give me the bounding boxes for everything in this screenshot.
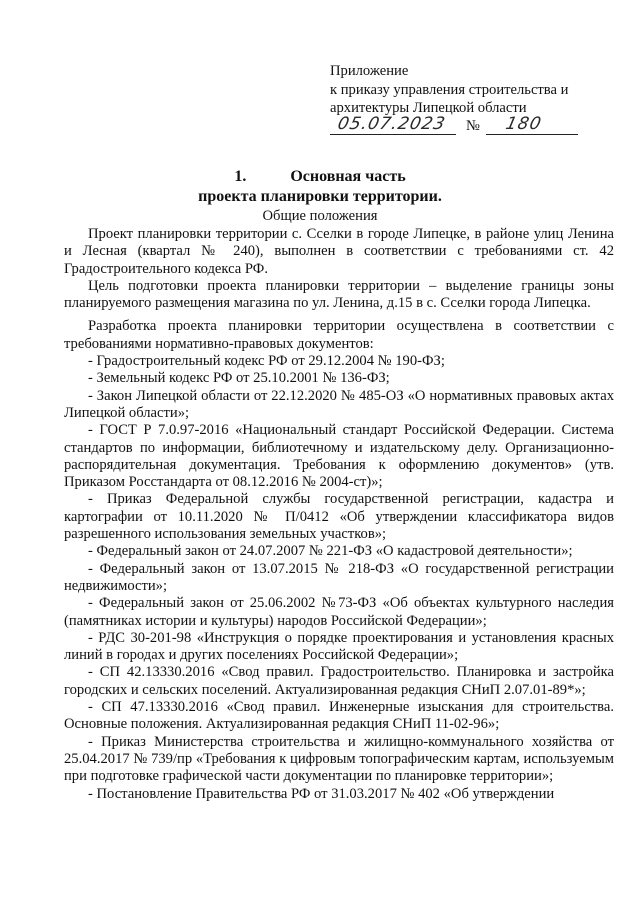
list-item: - Закон Липецкой области от 22.12.2020 № 485-ОЗ «О нормативных правовых актах Липецкой области»; (64, 387, 614, 421)
annex-authority-line: архитектуры Липецкой области (330, 100, 527, 116)
handwritten-number: 180 (503, 114, 544, 134)
list-item: - ГОСТ Р 7.0.97-2016 «Национальный стандарт Российской Федерации. Система стандартов по информации, библиотечному и издательскому делу. Организационно-распорядительная документация. Требования к оформлению документов» (утв. Приказом Росстандарта от 08.12.2016 № 2004-ст)»; (64, 422, 614, 491)
number-sign: № (466, 118, 480, 134)
paragraph: Проект планировки территории с. Сселки в городе Липецке, в районе улиц Ленина и Лесная (квартал № 240), выполнен в соответствии с требованиями ст. 42 Градостроительного кодекса РФ. (64, 226, 614, 277)
subsection-title: Общие положения (262, 208, 378, 224)
annex-header (330, 62, 568, 118)
list-item: - Земельный кодекс РФ от 25.10.2001 № 136-ФЗ; (88, 370, 390, 387)
section-number: 1. (234, 168, 247, 185)
list-item: - Федеральный закон от 24.07.2007 № 221-ФЗ «О кадастровой деятельности»; (88, 543, 573, 560)
annex-order-line: к приказу управления строительства и (330, 81, 569, 98)
section-subtitle: проекта планировки территории. (198, 188, 442, 205)
list-item: - Градостроительный кодекс РФ от 29.12.2004 № 190-ФЗ; (88, 353, 445, 370)
number-underline (486, 134, 578, 135)
list-item: - Федеральный закон от 13.07.2015 № 218-ФЗ «О государственной регистрации недвижимости»; (64, 560, 614, 594)
date-underline (330, 134, 456, 135)
annex-label: Приложение (330, 63, 409, 79)
list-item: - Приказ Федеральной службы государственной регистрации, кадастра и картографии от 10.11.2020 № П/0412 «Об утверждении классификатора видов разрешенного использования земельных участков»; (64, 491, 614, 543)
list-item: - Постановление Правительства РФ от 31.03.2017 № 402 «Об утверждении (88, 785, 555, 802)
paragraph: Разработка проекта планировки территории осуществлена в соответствии с требованиями нормативно-правовых документов: (64, 318, 614, 352)
section-heading (0, 168, 640, 186)
list-item: - СП 47.13330.2016 «Свод правил. Инженерные изыскания для строительства. Основные положения. Актуализированная редакция СНиП 11-02-96»; (64, 699, 614, 733)
list-item: - Приказ Министерства строительства и жилищно-коммунального хозяйства от 25.04.2017 № 739/пр «Требования к цифровым топографическим картам, используемым при подготовке графической части документации по планировке территории»; (64, 733, 614, 785)
order-date-number (326, 114, 566, 138)
list-item: - РДС 30-201-98 «Инструкция о порядке проектирования и установления красных линий в городах и других поселениях Российской Федерации»; (64, 629, 614, 664)
paragraph: Цель подготовки проекта планировки территории – выделение границы зоны планируемого размещения магазина по ул. Ленина, д.15 в с. Сселки города Липецка. (64, 277, 614, 312)
list-item: - СП 42.13330.2016 «Свод правил. Градостроительство. Планировка и застройка городских и сельских поселений. Актуализированная редакция СНиП 2.07.01-89*»; (64, 664, 614, 698)
handwritten-date: 05.07.2023 (335, 114, 448, 134)
list-item: - Федеральный закон от 25.06.2002 №73-ФЗ «Об объектах культурного наследия (памятниках истории и культуры) народов Российской Федерации»; (64, 595, 614, 629)
section-title: Основная часть (290, 168, 406, 185)
document-body (64, 226, 614, 803)
